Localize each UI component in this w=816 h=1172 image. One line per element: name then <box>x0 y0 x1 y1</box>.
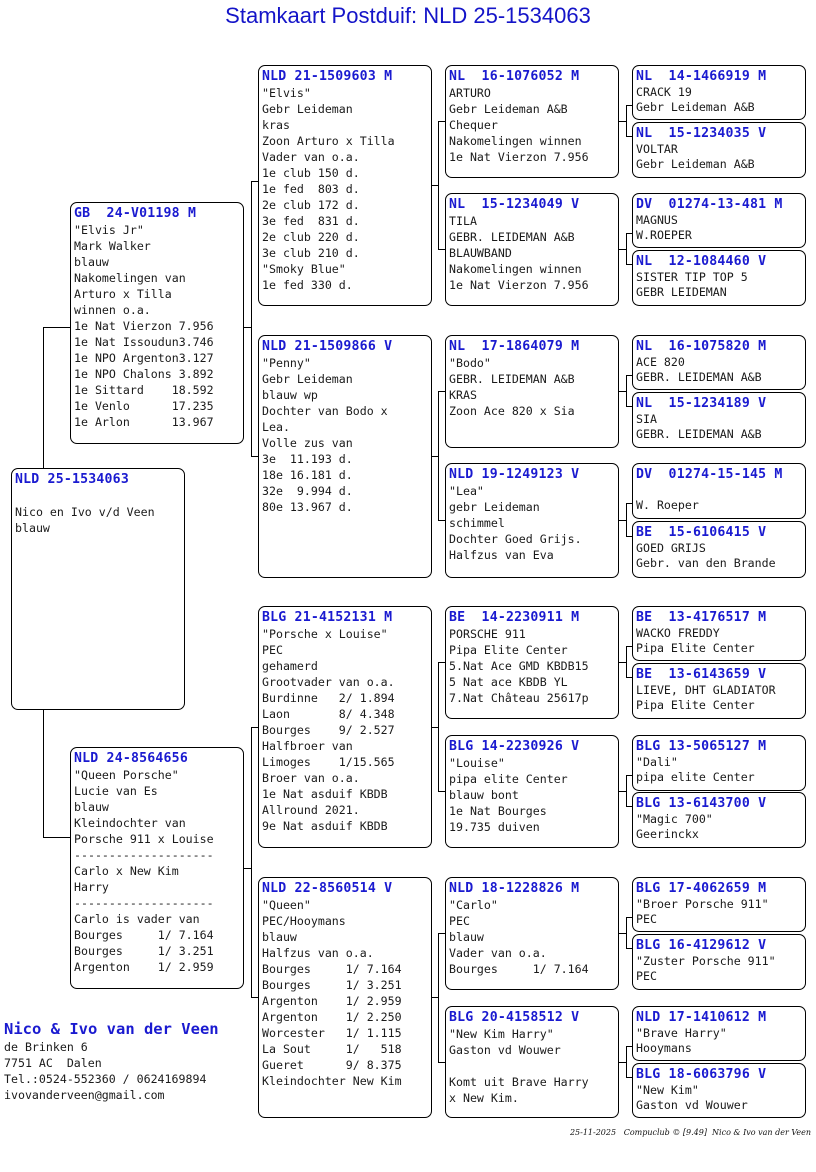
card-line: 80e 13.967 d. <box>262 500 353 514</box>
card-lines <box>636 626 802 656</box>
card-line: TILA <box>449 214 477 228</box>
card-line: Gaston vd Wouwer <box>449 1043 561 1057</box>
ring-number: NLD 21-1509603 M <box>262 69 393 84</box>
card-line: CRACK 19 <box>636 85 692 99</box>
card-line: gehamerd <box>262 659 318 673</box>
ring-number: NL 12-1084460 V <box>636 254 767 269</box>
pigeon-card-sire[interactable] <box>70 202 244 444</box>
card-line: Chequer <box>449 118 498 132</box>
card-line: Grootvader van o.a. <box>262 675 395 689</box>
pigeon-card-gen4[interactable] <box>632 735 806 791</box>
card-line: blauw <box>74 800 109 814</box>
card-line: 1e Venlo 17.235 <box>74 399 214 413</box>
card-line: Laon 8/ 4.348 <box>262 707 395 721</box>
card-line: Porsche 911 x Louise <box>74 832 214 846</box>
connector-line <box>438 520 445 521</box>
ring-number: BE 13-6143659 V <box>636 667 767 682</box>
card-lines <box>636 270 802 300</box>
pigeon-card-gen2[interactable] <box>258 606 432 848</box>
card-line: Halfzus van Eva <box>449 548 554 562</box>
card-lines <box>262 85 428 293</box>
card-line: GEBR. LEIDEMAN A&B <box>636 370 762 384</box>
card-lines <box>636 541 802 571</box>
owner-info <box>4 1019 219 1103</box>
card-line: blauw wp <box>262 388 318 402</box>
card-line: PEC/Hooymans <box>262 914 346 928</box>
connector-line <box>251 181 252 456</box>
card-line: "Queen" <box>262 898 311 912</box>
card-line: Zoon Arturo x Tilla <box>262 134 395 148</box>
card-lines <box>636 1083 802 1113</box>
connector-line <box>43 327 44 468</box>
card-lines <box>449 483 615 563</box>
ring-number: NL 16-1076052 M <box>449 69 580 84</box>
card-line: x New Kim. <box>449 1091 519 1105</box>
card-line: Dochter Goed Grijs. <box>449 532 582 546</box>
owner-address: de Brinken 6 <box>4 1040 88 1054</box>
card-lines <box>636 213 802 243</box>
card-line: Bourges 1/ 7.164 <box>74 928 214 942</box>
ring-number: BLG 21-4152131 M <box>262 610 393 625</box>
connector-line <box>438 1062 445 1063</box>
ring-number: BE 13-4176517 M <box>636 610 767 625</box>
card-line: "Porsche x Louise" <box>262 627 388 641</box>
card-lines <box>636 85 802 115</box>
card-line: Pipa Elite Center <box>449 643 568 657</box>
pigeon-card-gen2[interactable] <box>258 877 432 1118</box>
card-line: "Elvis Jr" <box>74 223 144 237</box>
card-line: Bourges 1/ 7.164 <box>262 962 402 976</box>
pigeon-card-gen4[interactable] <box>632 65 806 120</box>
card-line: GEBR. LEIDEMAN A&B <box>449 230 575 244</box>
connector-line <box>626 503 627 536</box>
card-line: blauw <box>262 930 297 944</box>
card-line: W. Roeper <box>636 498 699 512</box>
card-line: 19.735 duiven <box>449 820 540 834</box>
card-lines <box>636 355 802 385</box>
connector-line <box>626 233 627 264</box>
card-lines <box>636 954 802 984</box>
card-line: gebr Leideman <box>449 500 540 514</box>
pigeon-card-gen3[interactable] <box>445 65 619 178</box>
pigeon-card-gen4[interactable] <box>632 1063 806 1118</box>
pigeon-card-gen4[interactable] <box>632 463 806 519</box>
card-line: PEC <box>262 643 283 657</box>
card-line: "Brave Harry" <box>636 1026 727 1040</box>
connector-line <box>626 775 627 806</box>
card-line: Gebr Leideman A&B <box>636 100 755 114</box>
owner-email[interactable]: ivovanderveen@gmail.com <box>4 1088 165 1102</box>
card-line: "Penny" <box>262 356 311 370</box>
card-line: GOED GRIJS <box>636 541 706 555</box>
card-lines <box>636 142 802 172</box>
pigeon-card-subject[interactable] <box>11 468 185 710</box>
ring-number: NLD 17-1410612 M <box>636 1010 767 1025</box>
ring-number: NLD 22-8560514 V <box>262 881 393 896</box>
card-line: 1e club 150 d. <box>262 166 360 180</box>
ring-number: NL 15-1234049 V <box>449 197 580 212</box>
card-line: 18e 16.181 d. <box>262 468 353 482</box>
card-line: PEC <box>636 969 657 983</box>
card-line <box>449 1058 615 1074</box>
card-line: "Smoky Blue" <box>262 262 346 276</box>
card-line: kras <box>262 118 290 132</box>
card-line: 1e Nat Vierzon 7.956 <box>449 150 589 164</box>
card-line <box>15 488 181 504</box>
card-line: Limoges 1/15.565 <box>262 755 395 769</box>
card-line: Arturo x Tilla <box>74 287 172 301</box>
card-line: "Lea" <box>449 484 484 498</box>
card-line: Pipa Elite Center <box>636 698 755 712</box>
pigeon-card-gen4[interactable] <box>632 1006 806 1061</box>
card-line: Mark Walker <box>74 239 151 253</box>
card-line: Nico en Ivo v/d Veen <box>15 505 155 519</box>
card-line: 3e 11.193 d. <box>262 452 353 466</box>
connector-line <box>244 868 251 869</box>
footer-credits: 25-11-2025 Compuclub © [9.49] Nico & Ivo van der Veen <box>569 1128 811 1137</box>
card-line: "Queen Porsche" <box>74 768 179 782</box>
ring-number: BE 15-6106415 V <box>636 525 767 540</box>
card-line: 7.Nat Château 25617p <box>449 691 589 705</box>
card-line: Argenton 1/ 2.250 <box>262 1010 402 1024</box>
card-line: pipa elite Center <box>636 770 755 784</box>
ring-number: NL 15-1234189 V <box>636 396 767 411</box>
card-line: blauw <box>449 930 484 944</box>
connector-line <box>244 327 251 328</box>
ring-number: BE 14-2230911 M <box>449 610 580 625</box>
card-lines <box>262 897 428 1089</box>
ring-number: NL 17-1864079 M <box>449 339 580 354</box>
card-line: Carlo x New Kim <box>74 864 179 878</box>
connector-line <box>43 710 44 838</box>
card-line: ARTURO <box>449 86 491 100</box>
ring-number: BLG 18-6063796 V <box>636 1067 767 1082</box>
connector-line <box>626 917 627 948</box>
card-line: blauw <box>15 521 50 535</box>
card-line: Kleindochter van <box>74 816 186 830</box>
pigeon-card-gen3[interactable] <box>445 735 619 848</box>
ring-number: NL 16-1075820 M <box>636 339 767 354</box>
card-lines <box>449 755 615 835</box>
card-lines <box>449 355 615 419</box>
card-line: -------------------- <box>74 848 214 862</box>
card-line: PEC <box>449 914 470 928</box>
ring-number: NLD 21-1509866 V <box>262 339 393 354</box>
pigeon-card-gen4[interactable] <box>632 250 806 306</box>
card-lines <box>262 355 428 515</box>
card-lines <box>636 412 802 442</box>
card-line: Nakomelingen van <box>74 271 186 285</box>
card-line: 1e fed 330 d. <box>262 278 353 292</box>
card-lines <box>74 767 240 975</box>
ring-number: DV 01274-13-481 M <box>636 197 783 212</box>
card-line: VOLTAR <box>636 142 678 156</box>
ring-number: BLG 16-4129612 V <box>636 938 767 953</box>
card-lines <box>636 897 802 927</box>
card-line: Allround 2021. <box>262 803 360 817</box>
card-line: Lea. <box>262 420 290 434</box>
pigeon-card-gen3[interactable] <box>445 193 619 306</box>
connector-line <box>438 249 445 250</box>
pigeon-card-gen4[interactable] <box>632 392 806 448</box>
connector-line <box>626 1046 627 1077</box>
card-line: Geerinckx <box>636 827 699 841</box>
card-line <box>636 483 802 498</box>
card-line: "New Kim" <box>636 1083 699 1097</box>
ring-number: BLG 13-5065127 M <box>636 739 767 754</box>
card-line: Zoon Ace 820 x Sia <box>449 404 575 418</box>
card-line: pipa elite Center <box>449 772 568 786</box>
card-line: Bourges 1/ 3.251 <box>74 944 214 958</box>
pigeon-card-gen4[interactable] <box>632 335 806 390</box>
card-line: LIEVE, DHT GLADIATOR <box>636 683 776 697</box>
connector-line <box>619 520 626 521</box>
card-line: Carlo is vader van <box>74 912 200 926</box>
card-line: Komt uit Brave Harry <box>449 1075 589 1089</box>
card-line: Hooymans <box>636 1041 692 1055</box>
card-line: GEBR. LEIDEMAN A&B <box>449 372 575 386</box>
card-lines <box>636 483 802 513</box>
card-line: blauw bont <box>449 788 519 802</box>
connector-line <box>438 933 439 1062</box>
ring-number: BLG 20-4158512 V <box>449 1010 580 1025</box>
connector-line <box>626 105 627 136</box>
card-line: "Zuster Porsche 911" <box>636 954 776 968</box>
card-line: PEC <box>636 912 657 926</box>
card-line: Vader van o.a. <box>262 150 360 164</box>
card-line: Harry <box>74 880 109 894</box>
pigeon-card-gen4[interactable] <box>632 934 806 990</box>
card-line: Argenton 1/ 2.959 <box>262 994 402 1008</box>
connector-line <box>43 837 70 838</box>
pigeon-card-gen4[interactable] <box>632 877 806 932</box>
card-line: Gebr. van den Brande <box>636 556 776 570</box>
card-line: 32e 9.994 d. <box>262 484 353 498</box>
card-line: 1e Nat Bourges <box>449 804 547 818</box>
pigeon-card-gen3[interactable] <box>445 1006 619 1118</box>
pigeon-card-gen4[interactable] <box>632 521 806 578</box>
connector-line <box>619 249 626 250</box>
card-line: Worcester 1/ 1.115 <box>262 1026 402 1040</box>
card-line: Gebr Leideman <box>262 102 353 116</box>
card-line: 5.Nat Ace GMD KBDB15 <box>449 659 589 673</box>
card-line: 9e Nat asduif KBDB <box>262 819 388 833</box>
connector-line <box>251 727 258 728</box>
connector-line <box>438 391 445 392</box>
pigeon-card-gen3[interactable] <box>445 463 619 578</box>
card-line: BLAUWBAND <box>449 246 512 260</box>
pigeon-card-gen4[interactable] <box>632 193 806 248</box>
ring-number: NL 14-1466919 M <box>636 69 767 84</box>
pigeon-card-gen3[interactable] <box>445 335 619 448</box>
ring-number: BLG 13-6143700 V <box>636 796 767 811</box>
card-lines <box>449 1026 615 1106</box>
card-line: "Elvis" <box>262 86 311 100</box>
card-lines <box>262 626 428 834</box>
connector-line <box>251 456 258 457</box>
card-lines <box>636 1026 802 1056</box>
card-line: Broer van o.a. <box>262 771 360 785</box>
ring-number: NLD 18-1228826 M <box>449 881 580 896</box>
card-line: Nakomelingen winnen <box>449 262 582 276</box>
ring-number: BLG 14-2230926 V <box>449 739 580 754</box>
card-line: Burdinne 2/ 1.894 <box>262 691 395 705</box>
ring-number: NLD 25-1534063 <box>15 472 129 487</box>
card-line: "New Kim Harry" <box>449 1027 554 1041</box>
pigeon-card-dam[interactable] <box>70 747 244 989</box>
connector-line <box>619 1062 626 1063</box>
card-line: "Bodo" <box>449 356 491 370</box>
card-line: -------------------- <box>74 896 214 910</box>
card-lines <box>636 755 802 785</box>
card-line: Gebr Leideman A&B <box>636 157 755 171</box>
connector-line <box>619 121 626 122</box>
card-line: ACE 820 <box>636 355 685 369</box>
card-line: 5 Nat ace KBDB YL <box>449 675 568 689</box>
card-line: Lucie van Es <box>74 784 158 798</box>
connector-line <box>251 727 252 998</box>
card-line: SISTER TIP TOP 5 <box>636 270 748 284</box>
card-line: 1e Nat asduif KBDB <box>262 787 388 801</box>
connector-line <box>626 375 627 406</box>
card-line: schimmel <box>449 516 505 530</box>
card-line: Gueret 9/ 8.375 <box>262 1058 402 1072</box>
card-line: KRAS <box>449 388 477 402</box>
owner-city: 7751 AC Dalen <box>4 1056 102 1070</box>
page-title: Stamkaart Postduif: NLD 25-1534063 <box>225 3 591 28</box>
card-line: Argenton 1/ 2.959 <box>74 960 214 974</box>
connector-line <box>438 933 445 934</box>
card-line: Gaston vd Wouwer <box>636 1098 748 1112</box>
card-line: Kleindochter New Kim <box>262 1074 402 1088</box>
connector-line <box>251 997 258 998</box>
card-line: "Carlo" <box>449 898 498 912</box>
ring-number: NLD 24-8564656 <box>74 751 188 766</box>
pigeon-card-gen3[interactable] <box>445 877 619 990</box>
card-line: "Magic 700" <box>636 812 713 826</box>
card-line: 1e NPO Chalons 3.892 <box>74 367 214 381</box>
card-line: W.ROEPER <box>636 228 692 242</box>
card-line: Volle zus van <box>262 436 353 450</box>
card-lines <box>15 488 181 536</box>
card-line: Halfzus van o.a. <box>262 946 374 960</box>
card-line: 3e fed 831 d. <box>262 214 360 228</box>
card-line: Halfbroer van <box>262 739 353 753</box>
card-line: La Sout 1/ 518 <box>262 1042 402 1056</box>
card-line: Dochter van Bodo x <box>262 404 388 418</box>
card-line: "Dali" <box>636 755 678 769</box>
card-line: MAGNUS <box>636 213 678 227</box>
ring-number: NLD 19-1249123 V <box>449 467 580 482</box>
ring-number: BLG 17-4062659 M <box>636 881 767 896</box>
owner-phone: Tel.:0524-552360 / 0624169894 <box>4 1072 207 1086</box>
card-line: Pipa Elite Center <box>636 641 755 655</box>
card-line: GEBR LEIDEMAN <box>636 285 727 299</box>
pigeon-card-gen2[interactable] <box>258 65 432 306</box>
card-lines <box>449 213 615 293</box>
card-line: 1e Arlon 13.967 <box>74 415 214 429</box>
card-line: 1e Nat Vierzon 7.956 <box>74 319 214 333</box>
card-line: "Louise" <box>449 756 505 770</box>
card-line: GEBR. LEIDEMAN A&B <box>636 427 762 441</box>
card-line: 2e club 220 d. <box>262 230 360 244</box>
card-line: SIA <box>636 412 657 426</box>
card-line: Vader van o.a. <box>449 946 547 960</box>
connector-line <box>438 791 445 792</box>
card-line: 1e fed 803 d. <box>262 182 360 196</box>
ring-number: NL 15-1234035 V <box>636 126 767 141</box>
card-lines <box>636 812 802 842</box>
pigeon-card-gen4[interactable] <box>632 122 806 178</box>
pigeon-card-gen3[interactable] <box>445 606 619 719</box>
card-line: 2e club 172 d. <box>262 198 360 212</box>
connector-line <box>619 391 626 392</box>
connector-line <box>626 646 627 677</box>
connector-line <box>619 933 626 934</box>
connector-line <box>619 791 626 792</box>
card-line: 1e Nat Issoudun3.746 <box>74 335 214 349</box>
card-line: WACKO FREDDY <box>636 626 720 640</box>
connector-line <box>438 662 445 663</box>
card-line: 1e Sittard 18.592 <box>74 383 214 397</box>
card-lines <box>74 222 240 430</box>
owner-name: Nico & Ivo van der Veen <box>4 1020 219 1038</box>
card-lines <box>449 85 615 165</box>
card-line: Bourges 1/ 3.251 <box>262 978 402 992</box>
card-line: 1e Nat Vierzon 7.956 <box>449 278 589 292</box>
connector-line <box>438 662 439 791</box>
connector-line <box>43 327 70 328</box>
card-lines <box>449 897 615 977</box>
card-line: Bourges 1/ 7.164 <box>449 962 589 976</box>
connector-line <box>251 181 258 182</box>
card-line: winnen o.a. <box>74 303 151 317</box>
ring-number: GB 24-V01198 M <box>74 206 197 221</box>
card-line: Gebr Leideman A&B <box>449 102 568 116</box>
card-line: 1e NPO Argenton3.127 <box>74 351 214 365</box>
pigeon-card-gen4[interactable] <box>632 663 806 719</box>
card-lines <box>449 626 615 706</box>
card-lines <box>636 683 802 713</box>
card-line: PORSCHE 911 <box>449 627 526 641</box>
ring-number: DV 01274-15-145 M <box>636 467 783 482</box>
card-line: Gebr Leideman <box>262 372 353 386</box>
card-line: Bourges 9/ 2.527 <box>262 723 395 737</box>
connector-line <box>438 121 445 122</box>
pigeon-card-gen2[interactable] <box>258 335 432 578</box>
card-line: "Broer Porsche 911" <box>636 897 769 911</box>
card-line: Nakomelingen winnen <box>449 134 582 148</box>
pigeon-card-gen4[interactable] <box>632 606 806 661</box>
connector-line <box>619 662 626 663</box>
card-line: blauw <box>74 255 109 269</box>
pigeon-card-gen4[interactable] <box>632 792 806 848</box>
connector-line <box>438 121 439 249</box>
card-line: 3e club 210 d. <box>262 246 360 260</box>
connector-line <box>438 391 439 520</box>
